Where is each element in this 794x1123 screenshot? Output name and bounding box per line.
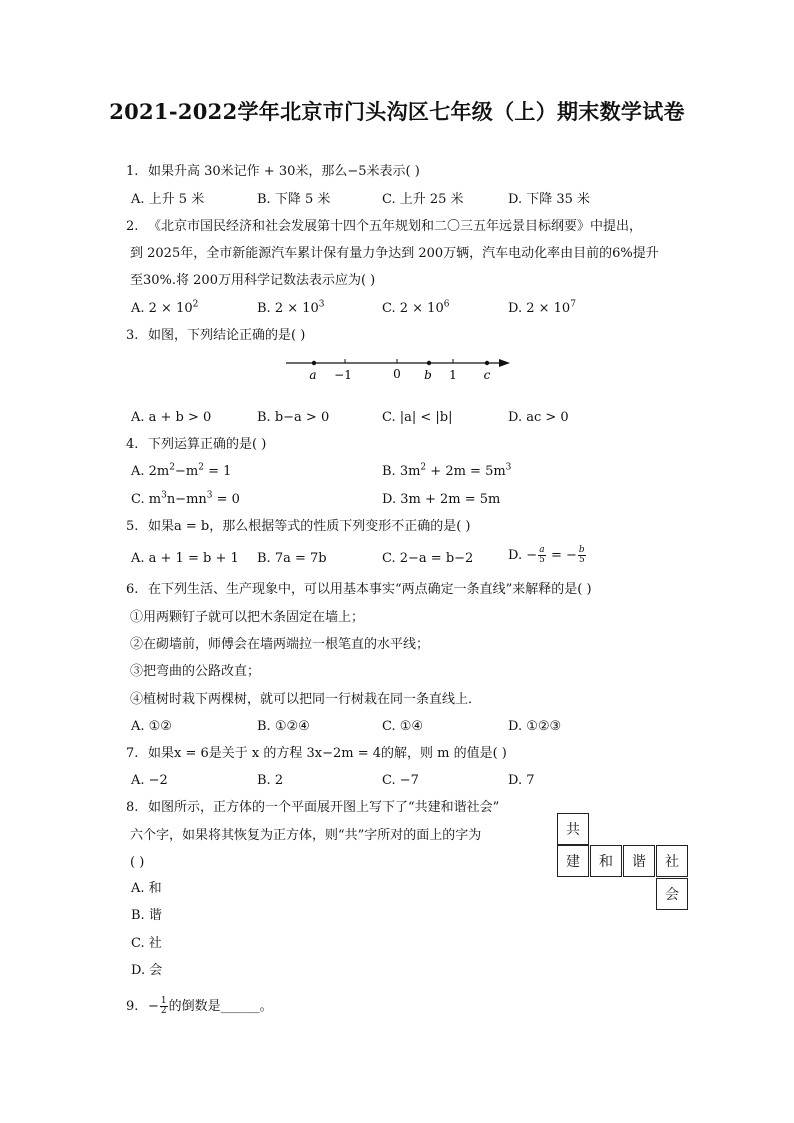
cube-face-jian: 建: [557, 845, 589, 877]
question-7: [126, 746, 507, 762]
option-c: C. 2−a = b−2: [382, 551, 474, 566]
label-c: c: [483, 368, 491, 382]
option-b: B. $3m^2 + 2m = 5m^3$: [382, 462, 512, 479]
question-stem-line-2: 到 2025年，全市新能源汽车累计保有量力争达到 200万辆，汽车电动化率由目前的6%提升: [130, 246, 659, 261]
option-a: A. −2: [131, 773, 168, 788]
question-number: 3.: [126, 328, 139, 343]
option-c: C. 社: [131, 936, 162, 951]
question-number: 6.: [126, 582, 139, 597]
question-number: 8.: [126, 800, 139, 815]
question-stem-line-3: 至30%.将 200万用科学记数法表示应为( ): [130, 273, 376, 288]
number-line-figure: [280, 352, 516, 384]
option-c: C. 上升 25 米: [382, 192, 464, 207]
option-d: D. $2 \times 10^7$: [508, 299, 576, 316]
arrow-head-icon: [499, 359, 510, 367]
option-a: A. 上升 5 米: [131, 192, 205, 207]
cube-face-hui: 会: [656, 878, 688, 910]
statement-2: ②在砌墙前，师傅会在墙两端拉一根笔直的水平线；: [130, 637, 430, 652]
option-c: C. −7: [382, 773, 419, 788]
question-9: 9. − $\frac{1}{2}$ 的倒数是______。: [126, 996, 273, 1016]
cube-face-gong: 共: [557, 813, 589, 845]
option-b: B. 下降 5 米: [257, 192, 331, 207]
point-b: [427, 361, 431, 365]
option-c: C. ①④: [382, 719, 424, 734]
option-a: A. $2 \times 10^2$: [131, 299, 199, 316]
question-stem: 的倒数是______。: [168, 999, 273, 1014]
label-minus-one: −1: [334, 368, 352, 382]
question-4: [126, 437, 266, 453]
option-d: D. − $\frac{a}{5}$ = − $\frac{b}{5}$: [508, 545, 585, 565]
page-title: 2021-2022学年北京市门头沟区七年级（上）期末数学试卷: [109, 99, 685, 124]
option-c: C. |a| < |b|: [382, 410, 453, 425]
question-6: [126, 582, 592, 598]
fraction-one-half: $\frac{1}{2}$: [160, 996, 167, 1016]
question-number: 7.: [126, 746, 139, 761]
option-a: A. 和: [131, 881, 162, 896]
option-b: B. b−a > 0: [257, 410, 330, 425]
question-3: [126, 328, 305, 344]
option-a: A. a + 1 = b + 1: [131, 551, 239, 566]
question-number: 1.: [126, 164, 139, 179]
question-1: [126, 164, 420, 180]
option-d: D. ①②③: [508, 719, 562, 734]
option-c: C. $m^3n-mn^3 = 0$: [131, 490, 240, 507]
question-stem-line-1: 如图所示，正方体的一个平面展开图上写下了“共建和谐社会”: [148, 800, 500, 815]
question-stem: 如果升高 30米记作 + 30米，那么−5米表示( ): [148, 164, 420, 179]
fraction-b-over-5: $\frac{b}{5}$: [578, 545, 585, 565]
point-c: [485, 361, 489, 365]
question-stem-line-3: ( ): [130, 855, 145, 870]
cube-face-xie: 谐: [623, 845, 655, 877]
question-5: [126, 519, 471, 535]
question-2: [126, 219, 642, 235]
option-b: B. $2 \times 10^3$: [257, 299, 325, 316]
statement-1: ①用两颗钉子就可以把木条固定在墙上；: [130, 610, 365, 625]
fraction-a-over-5: $\frac{a}{5}$: [539, 545, 545, 565]
statement-3: ③把弯曲的公路改直；: [130, 664, 261, 679]
option-b: B. 7a = 7b: [257, 551, 327, 566]
cube-face-she: 社: [656, 845, 688, 877]
option-a: A. ①②: [131, 719, 172, 734]
option-b: B. ①②④: [257, 719, 310, 734]
option-b: B. 2: [257, 773, 284, 788]
question-stem-line-2: 六个字，如果将其恢复为正方体，则“共”字所对的面上的字为: [130, 828, 482, 843]
option-d: D. 下降 35 米: [508, 192, 591, 207]
option-a: A. a + b > 0: [131, 410, 212, 425]
option-c: C. $2 \times 10^6$: [382, 299, 450, 316]
option-b: B. 谐: [131, 908, 162, 923]
label-a: a: [309, 368, 317, 382]
label-zero: 0: [393, 367, 401, 381]
question-stem: 如图，下列结论正确的是( ): [148, 328, 306, 343]
question-stem: 如果x = 6是关于 x 的方程 3x−2m = 4的解，则 m 的值是( ): [148, 746, 507, 761]
question-stem: 如果a = b，那么根据等式的性质下列变形不正确的是( ): [148, 519, 471, 534]
question-number: 4.: [126, 437, 139, 452]
cube-face-he: 和: [590, 845, 622, 877]
statement-4: ④植树时栽下两棵树，就可以把同一行树栽在同一条直线上．: [130, 692, 482, 707]
option-d: D. 会: [131, 963, 163, 978]
question-stem-line-1: 《北京市国民经济和社会发展第十四个五年规划和二〇三五年远景目标纲要》中提出，: [148, 219, 643, 234]
label-b: b: [424, 368, 432, 382]
label-one: 1: [449, 368, 457, 382]
option-d: D. 7: [508, 773, 535, 788]
option-a: A. $2m^2-m^2 = 1$: [131, 462, 232, 479]
question-number: 9.: [126, 999, 139, 1014]
question-8: [126, 800, 499, 816]
point-a: [312, 361, 316, 365]
question-stem: 下列运算正确的是( ): [148, 437, 267, 452]
option-d: D. 3m + 2m = 5m: [382, 492, 501, 507]
option-d: D. ac > 0: [508, 410, 569, 425]
question-number: 5.: [126, 519, 139, 534]
question-stem: 在下列生活、生产现象中，可以用基本事实“两点确定一条直线”来解释的是( ): [148, 582, 592, 597]
question-number: 2.: [126, 219, 139, 234]
